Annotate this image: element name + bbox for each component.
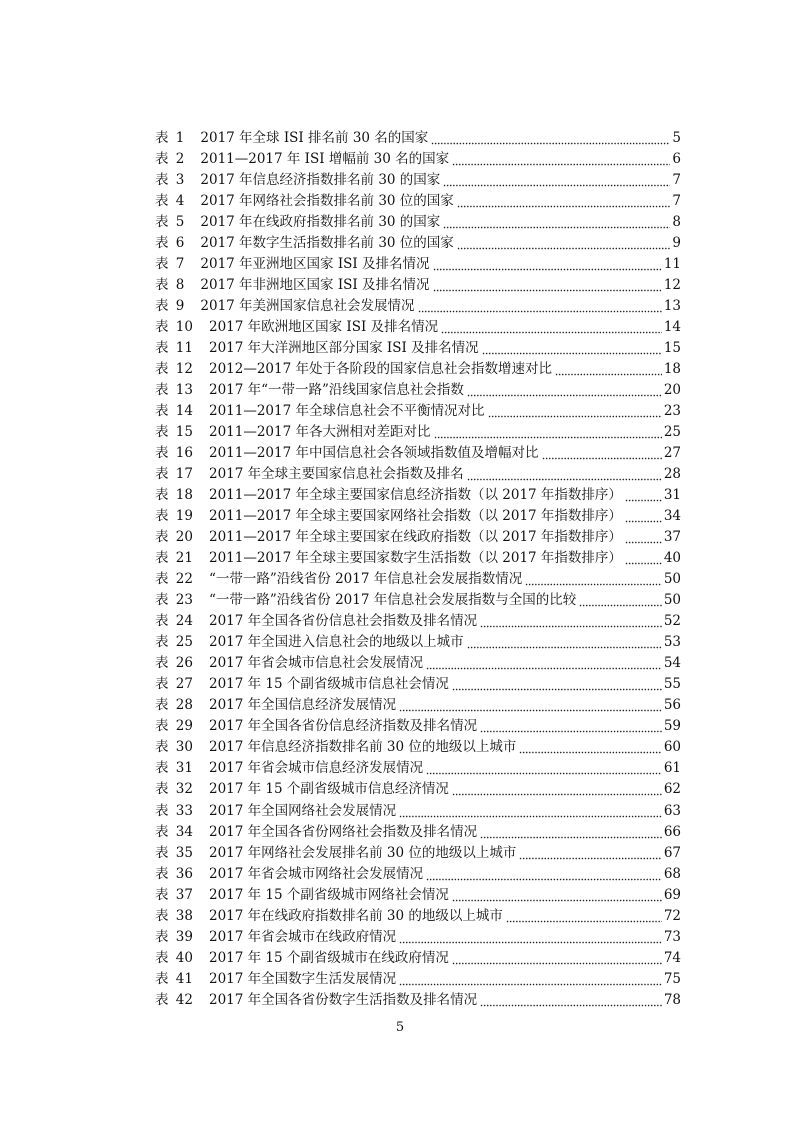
table-of-tables bbox=[155, 128, 681, 1011]
dot-leader bbox=[555, 359, 662, 380]
toc-entry-label: 表 23 bbox=[155, 592, 193, 609]
dot-leader bbox=[452, 779, 662, 800]
toc-entry bbox=[155, 737, 681, 758]
toc-entry-title: “一带一路”沿线省份 2017 年信息社会发展指数与全国的比较 bbox=[208, 592, 577, 609]
toc-entry bbox=[155, 128, 681, 149]
toc-entry-page: 12 bbox=[663, 277, 681, 294]
toc-entry-label: 表 3 bbox=[155, 172, 185, 189]
toc-entry-label: 表 35 bbox=[155, 844, 193, 861]
toc-entry-page: 63 bbox=[663, 802, 681, 819]
toc-entry-label: 表 34 bbox=[155, 823, 193, 840]
toc-entry bbox=[155, 653, 681, 674]
toc-entry bbox=[155, 906, 681, 927]
toc-entry-page: 28 bbox=[663, 466, 681, 483]
toc-entry bbox=[155, 485, 681, 506]
toc-entry-label: 表 9 bbox=[155, 298, 185, 315]
toc-entry-title: 2017 年 15 个副省级城市在线政府情况 bbox=[208, 949, 449, 966]
dot-leader bbox=[480, 990, 662, 1011]
toc-entry-label: 表 15 bbox=[155, 424, 193, 441]
toc-entry-page: 34 bbox=[663, 508, 681, 525]
toc-entry-page: 13 bbox=[663, 298, 681, 315]
toc-entry bbox=[155, 170, 681, 191]
toc-entry-title: 2011—2017 年全球主要国家信息经济指数（以 2017 年指数排序） bbox=[208, 487, 622, 504]
toc-entry-label: 表 30 bbox=[155, 739, 193, 756]
toc-entry-page: 69 bbox=[663, 886, 681, 903]
toc-entry bbox=[155, 779, 681, 800]
dot-leader bbox=[418, 296, 662, 317]
toc-entry-label: 表 14 bbox=[155, 403, 193, 420]
toc-entry-label: 表 38 bbox=[155, 907, 193, 924]
dot-leader bbox=[480, 822, 662, 843]
toc-entry-page: 50 bbox=[663, 592, 681, 609]
toc-entry bbox=[155, 569, 681, 590]
toc-entry bbox=[155, 969, 681, 990]
toc-entry-title: 2017 年在线政府指数排名前 30 的地级以上城市 bbox=[208, 907, 503, 924]
toc-entry-page: 74 bbox=[663, 949, 681, 966]
toc-entry-label: 表 28 bbox=[155, 697, 193, 714]
toc-entry-label: 表 41 bbox=[155, 970, 193, 987]
toc-entry-page: 18 bbox=[663, 361, 681, 378]
dot-leader bbox=[452, 885, 662, 906]
toc-entry-title: 2011—2017 年全球信息社会不平衡情况对比 bbox=[208, 403, 485, 420]
dot-leader bbox=[399, 969, 662, 990]
dot-leader bbox=[434, 422, 662, 443]
toc-entry bbox=[155, 212, 681, 233]
dot-leader bbox=[433, 275, 662, 296]
toc-entry-page: 75 bbox=[663, 970, 681, 987]
toc-entry-title: 2017 年 15 个副省级城市网络社会情况 bbox=[208, 886, 449, 903]
toc-entry-title: 2017 年全国网络社会发展情况 bbox=[208, 802, 397, 819]
toc-entry-label: 表 26 bbox=[155, 655, 193, 672]
toc-entry-title: 2017 年全国各省份信息社会指数及排名情况 bbox=[208, 613, 478, 630]
toc-entry bbox=[155, 506, 681, 527]
toc-entry-label: 表 31 bbox=[155, 760, 193, 777]
dot-leader bbox=[441, 317, 662, 338]
dot-leader bbox=[457, 191, 671, 212]
toc-entry-label: 表 2 bbox=[155, 151, 185, 168]
toc-entry-title: 2011—2017 年全球主要国家数字生活指数（以 2017 年指数排序） bbox=[208, 550, 622, 567]
toc-entry bbox=[155, 864, 681, 885]
dot-leader bbox=[426, 864, 662, 885]
toc-entry-label: 表 24 bbox=[155, 613, 193, 630]
dot-leader bbox=[399, 695, 662, 716]
toc-entry-label: 表 17 bbox=[155, 466, 193, 483]
toc-entry bbox=[155, 443, 681, 464]
toc-entry-title: 2017 年全国进入信息社会的地级以上城市 bbox=[208, 634, 464, 651]
toc-entry-label: 表 6 bbox=[155, 235, 185, 252]
toc-entry-title: 2011—2017 年各大洲相对差距对比 bbox=[208, 424, 431, 441]
toc-entry-page: 53 bbox=[663, 634, 681, 651]
toc-entry-title: 2011—2017 年全球主要国家在线政府指数（以 2017 年指数排序） bbox=[208, 529, 622, 546]
toc-entry-label: 表 10 bbox=[155, 319, 193, 336]
toc-entry-label: 表 19 bbox=[155, 508, 193, 525]
toc-entry-page: 23 bbox=[663, 403, 681, 420]
dot-leader bbox=[452, 948, 662, 969]
toc-entry-label: 表 25 bbox=[155, 634, 193, 651]
dot-leader bbox=[452, 674, 662, 695]
toc-entry-label: 表 29 bbox=[155, 718, 193, 735]
toc-entry bbox=[155, 611, 681, 632]
dot-leader bbox=[433, 254, 662, 275]
toc-entry-label: 表 1 bbox=[155, 130, 185, 146]
toc-entry-page: 25 bbox=[663, 424, 681, 441]
toc-entry-title: 2017 年省会城市在线政府情况 bbox=[208, 928, 397, 945]
toc-entry bbox=[155, 359, 681, 380]
toc-entry-page: 31 bbox=[663, 487, 681, 504]
toc-entry-label: 表 21 bbox=[155, 550, 193, 567]
toc-entry bbox=[155, 822, 681, 843]
toc-entry bbox=[155, 401, 681, 422]
dot-leader bbox=[542, 443, 662, 464]
dot-leader bbox=[480, 611, 662, 632]
toc-entry-page: 59 bbox=[663, 718, 681, 735]
toc-entry-page: 40 bbox=[663, 550, 681, 567]
dot-leader bbox=[443, 212, 670, 233]
toc-entry-page: 55 bbox=[663, 676, 681, 693]
toc-entry-title: 2017 年网络社会指数排名前 30 位的国家 bbox=[200, 193, 454, 210]
toc-entry-page: 7 bbox=[672, 172, 681, 189]
dot-leader bbox=[467, 632, 662, 653]
toc-entry-title: 2017 年美洲国家信息社会发展情况 bbox=[200, 298, 415, 315]
dot-leader bbox=[488, 401, 662, 422]
page-number: 5 bbox=[395, 1020, 405, 1035]
dot-leader bbox=[443, 170, 670, 191]
dot-leader bbox=[482, 338, 662, 359]
toc-entry-title: 2017 年全国数字生活发展情况 bbox=[208, 970, 397, 987]
toc-entry-page: 67 bbox=[663, 844, 681, 861]
toc-entry-page: 56 bbox=[663, 697, 681, 714]
toc-entry-label: 表 20 bbox=[155, 529, 193, 546]
toc-entry-title: 2017 年省会城市信息经济发展情况 bbox=[208, 760, 424, 777]
toc-entry-title: 2017 年信息经济指数排名前 30 位的地级以上城市 bbox=[208, 739, 517, 756]
dot-leader bbox=[625, 527, 662, 548]
toc-entry-page: 15 bbox=[663, 340, 681, 357]
toc-entry-page: 8 bbox=[672, 214, 681, 231]
toc-entry-label: 表 13 bbox=[155, 382, 193, 399]
dot-leader bbox=[625, 548, 662, 569]
toc-entry-title: 2017 年非洲地区国家 ISI 及排名情况 bbox=[200, 277, 430, 294]
toc-entry-page: 5 bbox=[672, 130, 681, 146]
dot-leader bbox=[467, 380, 662, 401]
toc-entry-title: 2017 年亚洲地区国家 ISI 及排名情况 bbox=[200, 256, 430, 273]
toc-entry bbox=[155, 885, 681, 906]
toc-entry-page: 20 bbox=[663, 382, 681, 399]
toc-entry-label: 表 39 bbox=[155, 928, 193, 945]
toc-entry bbox=[155, 296, 681, 317]
toc-entry-page: 60 bbox=[663, 739, 681, 756]
dot-leader bbox=[399, 801, 662, 822]
toc-entry bbox=[155, 191, 681, 212]
toc-entry-page: 52 bbox=[663, 613, 681, 630]
dot-leader bbox=[431, 128, 670, 149]
toc-entry bbox=[155, 527, 681, 548]
toc-entry-title: 2017 年全国各省份信息经济指数及排名情况 bbox=[208, 718, 478, 735]
toc-entry-page: 78 bbox=[663, 991, 681, 1008]
toc-entry-title: 2017 年“一带一路”沿线国家信息社会指数 bbox=[208, 382, 464, 399]
toc-entry bbox=[155, 758, 681, 779]
dot-leader bbox=[426, 758, 662, 779]
toc-entry-page: 62 bbox=[663, 781, 681, 798]
dot-leader bbox=[426, 653, 662, 674]
toc-entry-label: 表 5 bbox=[155, 214, 185, 231]
toc-entry-title: 2017 年省会城市网络社会发展情况 bbox=[208, 865, 424, 882]
toc-entry-label: 表 37 bbox=[155, 886, 193, 903]
toc-entry-page: 37 bbox=[663, 529, 681, 546]
dot-leader bbox=[480, 716, 662, 737]
toc-entry bbox=[155, 674, 681, 695]
toc-entry-title: 2012—2017 年处于各阶段的国家信息社会指数增速对比 bbox=[208, 361, 552, 378]
toc-entry-title: 2017 年数字生活指数排名前 30 位的国家 bbox=[200, 235, 454, 252]
toc-entry-page: 68 bbox=[663, 865, 681, 882]
dot-leader bbox=[467, 464, 662, 485]
toc-entry-title: 2017 年全国各省份网络社会指数及排名情况 bbox=[208, 823, 478, 840]
toc-entry-label: 表 42 bbox=[155, 991, 193, 1008]
toc-entry bbox=[155, 464, 681, 485]
toc-entry bbox=[155, 990, 681, 1011]
toc-entry-page: 14 bbox=[663, 319, 681, 336]
dot-leader bbox=[519, 843, 661, 864]
toc-entry bbox=[155, 843, 681, 864]
toc-entry-page: 50 bbox=[663, 571, 681, 588]
toc-entry-page: 73 bbox=[663, 928, 681, 945]
toc-entry-title: 2011—2017 年全球主要国家网络社会指数（以 2017 年指数排序） bbox=[208, 508, 622, 525]
toc-entry bbox=[155, 338, 681, 359]
toc-entry-title: 2017 年省会城市信息社会发展情况 bbox=[208, 655, 424, 672]
toc-entry bbox=[155, 233, 681, 254]
toc-entry-page: 6 bbox=[672, 151, 681, 168]
toc-entry-label: 表 32 bbox=[155, 781, 193, 798]
toc-entry-page: 61 bbox=[663, 760, 681, 777]
toc-entry-label: 表 4 bbox=[155, 193, 185, 210]
toc-entry-label: 表 16 bbox=[155, 445, 193, 462]
toc-entry-title: 2017 年全国信息经济发展情况 bbox=[208, 697, 397, 714]
toc-entry-title: 2017 年 15 个副省级城市信息社会情况 bbox=[208, 676, 449, 693]
dot-leader bbox=[519, 737, 661, 758]
dot-leader bbox=[525, 569, 662, 590]
toc-entry bbox=[155, 149, 681, 170]
toc-entry-title: 2017 年全球 ISI 排名前 30 名的国家 bbox=[200, 130, 429, 146]
toc-entry-label: 表 22 bbox=[155, 571, 193, 588]
toc-entry-label: 表 12 bbox=[155, 361, 193, 378]
toc-entry-label: 表 40 bbox=[155, 949, 193, 966]
toc-entry-label: 表 8 bbox=[155, 277, 185, 294]
toc-entry-title: 2017 年信息经济指数排名前 30 的国家 bbox=[200, 172, 441, 189]
toc-entry-page: 66 bbox=[663, 823, 681, 840]
dot-leader bbox=[625, 485, 662, 506]
toc-entry bbox=[155, 275, 681, 296]
toc-entry bbox=[155, 716, 681, 737]
toc-entry bbox=[155, 548, 681, 569]
toc-entry-title: 2017 年欧洲地区国家 ISI 及排名情况 bbox=[208, 319, 439, 336]
toc-entry-title: 2017 年网络社会发展排名前 30 位的地级以上城市 bbox=[208, 844, 517, 861]
toc-entry-label: 表 7 bbox=[155, 256, 185, 273]
toc-entry bbox=[155, 422, 681, 443]
dot-leader bbox=[399, 927, 662, 948]
toc-entry-label: 表 33 bbox=[155, 802, 193, 819]
dot-leader bbox=[452, 149, 670, 170]
toc-entry-page: 72 bbox=[663, 907, 681, 924]
toc-entry-label: 表 11 bbox=[155, 340, 193, 357]
dot-leader bbox=[625, 506, 662, 527]
toc-entry-title: 2011—2017 年中国信息社会各领域指数值及增幅对比 bbox=[208, 445, 539, 462]
toc-entry-title: 2011—2017 年 ISI 增幅前 30 名的国家 bbox=[200, 151, 450, 168]
toc-entry bbox=[155, 695, 681, 716]
toc-entry-title: 2017 年全球主要国家信息社会指数及排名 bbox=[208, 466, 464, 483]
toc-entry-label: 表 18 bbox=[155, 487, 193, 504]
toc-entry-page: 54 bbox=[663, 655, 681, 672]
toc-entry-title: 2017 年在线政府指数排名前 30 的国家 bbox=[200, 214, 441, 231]
toc-entry-label: 表 36 bbox=[155, 865, 193, 882]
toc-entry bbox=[155, 590, 681, 611]
toc-entry-title: 2017 年大洋洲地区部分国家 ISI 及排名情况 bbox=[208, 340, 479, 357]
toc-entry-title: “一带一路”沿线省份 2017 年信息社会发展指数情况 bbox=[208, 571, 523, 588]
toc-entry-title: 2017 年全国各省份数字生活指数及排名情况 bbox=[208, 991, 478, 1008]
toc-entry bbox=[155, 927, 681, 948]
dot-leader bbox=[506, 906, 662, 927]
toc-entry bbox=[155, 801, 681, 822]
toc-entry bbox=[155, 317, 681, 338]
toc-entry bbox=[155, 254, 681, 275]
toc-entry-page: 11 bbox=[663, 256, 681, 273]
toc-entry bbox=[155, 632, 681, 653]
dot-leader bbox=[457, 233, 671, 254]
toc-entry-page: 27 bbox=[663, 445, 681, 462]
toc-entry bbox=[155, 380, 681, 401]
toc-entry-page: 9 bbox=[672, 235, 681, 252]
toc-entry-page: 7 bbox=[672, 193, 681, 210]
toc-entry-label: 表 27 bbox=[155, 676, 193, 693]
dot-leader bbox=[579, 590, 662, 611]
toc-entry-title: 2017 年 15 个副省级城市信息经济情况 bbox=[208, 781, 449, 798]
toc-entry bbox=[155, 948, 681, 969]
